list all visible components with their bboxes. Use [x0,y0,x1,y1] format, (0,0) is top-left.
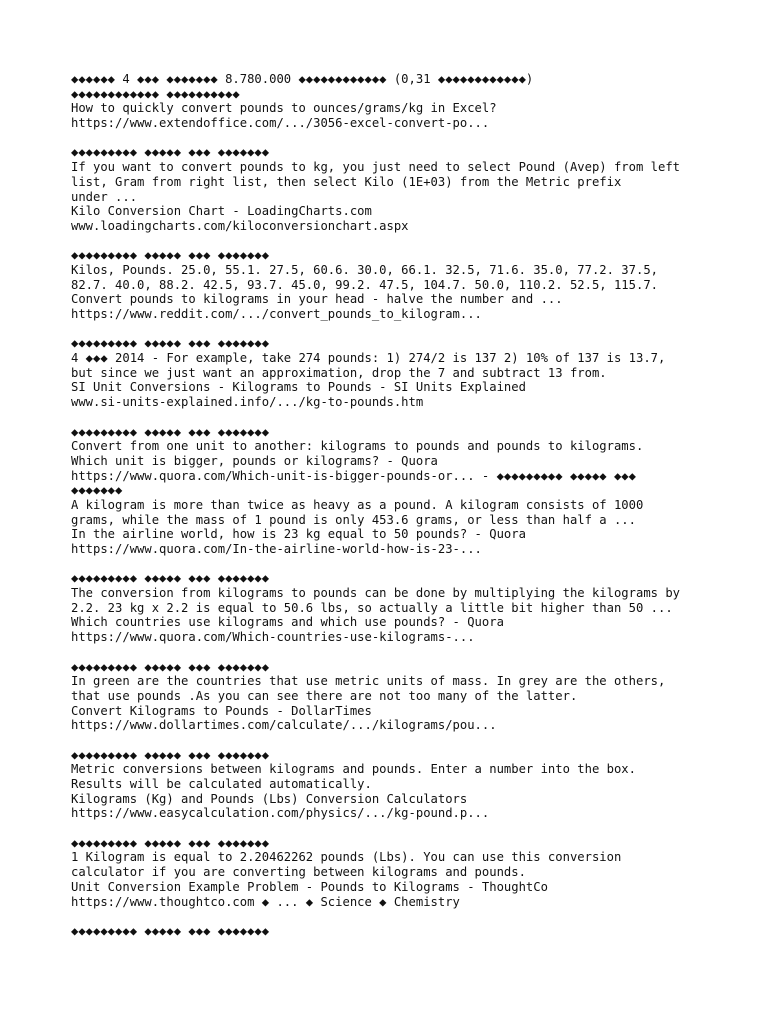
snippet-line: If you want to convert pounds to kg, you just need to select Pound (Avep) from left [71,160,681,175]
result-title: Kilo Conversion Chart - LoadingCharts.com [71,204,372,219]
blank-line [71,821,731,836]
snippet-line: Kilos, Pounds. 25.0, 55.1. 27.5, 60.6. 30.0, 66.1. 32.5, 71.6. 35.0, 77.2. 37.5, [71,262,658,277]
result-url: https://www.dollartimes.com/calculate/.../kilograms/pou... [71,718,497,733]
result-title: Which countries use kilograms and which use pounds? - Quora [71,615,504,630]
result-url: https://www.easycalculation.com/physics/.../kg-pound.p... [71,806,490,821]
section-marker: ◆◆◆◆◆◆◆◆◆ ◆◆◆◆◆ ◆◆◆ ◆◆◆◆◆◆◆ [71,923,270,938]
document-body [71,72,731,939]
snippet-line: Results will be calculated automatically. [71,777,372,791]
section-marker: ◆◆◆◆◆◆◆◆◆ ◆◆◆◆◆ ◆◆◆ ◆◆◆◆◆◆◆ [71,336,270,351]
section-marker: ◆◆◆◆◆◆◆◆◆ ◆◆◆◆◆ ◆◆◆ ◆◆◆◆◆◆◆ [71,835,270,850]
result-title: SI Unit Conversions - Kilograms to Pounds - SI Units Explained [71,380,526,395]
snippet-line: but since we just want an approximation, drop the 7 and subtract 13 from. [71,365,607,380]
snippet-line: The conversion from kilograms to pounds can be done by multiplying the kilograms by [71,586,681,601]
result-title: Which unit is bigger, pounds or kilograms? - Quora [71,453,438,468]
result-url: https://www.quora.com/Which-unit-is-bigger-pounds-or... - ◆◆◆◆◆◆◆◆◆ ◆◆◆◆◆ ◆◆◆ [71,468,636,483]
section-marker: ◆◆◆◆◆◆◆◆◆ ◆◆◆◆◆ ◆◆◆ ◆◆◆◆◆◆◆ [71,248,270,263]
blank-line [71,733,731,748]
result-title: Convert Kilograms to Pounds - DollarTimes [71,703,372,718]
snippet-line: 1 Kilogram is equal to 2.20462262 pounds (Lbs). You can use this conversion [71,850,622,865]
section-marker: ◆◆◆◆◆◆◆◆◆ ◆◆◆◆◆ ◆◆◆ ◆◆◆◆◆◆◆ [71,747,270,762]
blank-line [71,131,731,146]
section-marker: ◆◆◆◆◆◆◆◆◆ ◆◆◆◆◆ ◆◆◆ ◆◆◆◆◆◆◆ [71,571,270,586]
section-marker: ◆◆◆◆◆◆◆◆◆ ◆◆◆◆◆ ◆◆◆ ◆◆◆◆◆◆◆ [71,424,270,439]
result-url: www.loadingcharts.com/kiloconversionchart.aspx [71,218,409,233]
result-url: www.si-units-explained.info/.../kg-to-pounds.htm [71,395,424,410]
result-url: https://www.quora.com/In-the-airline-world-how-is-23-... [71,542,482,556]
blank-line [71,322,731,337]
snippet-line: Metric conversions between kilograms and pounds. Enter a number into the box. [71,762,636,777]
result-url: https://www.thoughtco.com ◆ ... ◆ Science ◆ Chemistry [71,894,460,909]
text-line: ◆◆◆◆◆◆ 4 ◆◆◆ ◆◆◆◆◆◆◆ 8.780.000 ◆◆◆◆◆◆◆◆◆◆◆◆ (0,31 ◆◆◆◆◆◆◆◆◆◆◆◆) [71,72,534,86]
snippet-line: 82.7. 40.0, 88.2. 42.5, 93.7. 45.0, 99.2. 47.5, 104.7. 50.0, 110.2. 52.5, 115.7. [71,277,658,292]
section-marker: ◆◆◆◆◆◆◆◆◆ ◆◆◆◆◆ ◆◆◆ ◆◆◆◆◆◆◆ [71,659,270,674]
blank-line [71,557,731,572]
result-url: https://www.extendoffice.com/.../3056-excel-convert-po... [71,116,490,131]
result-title: Kilograms (Kg) and Pounds (Lbs) Conversion Calculators [71,791,468,806]
snippet-line: grams, while the mass of 1 pound is only 453.6 grams, or less than half a ... [71,512,636,527]
snippet-line: 2.2. 23 kg x 2.2 is equal to 50.6 lbs, so actually a little bit higher than 50 ... [71,600,673,615]
result-url: https://www.reddit.com/.../convert_pounds_to_kilogram... [71,307,482,321]
result-title: How to quickly convert pounds to ounces/grams/kg in Excel? [71,101,497,116]
blank-line [71,909,731,924]
section-marker: ◆◆◆◆◆◆◆ [71,483,123,498]
result-title: In the airline world, how is 23 kg equal to 50 pounds? - Quora [71,527,526,542]
result-url: https://www.quora.com/Which-countries-use-kilograms-... [71,630,475,645]
section-marker: ◆◆◆◆◆◆◆◆◆ ◆◆◆◆◆ ◆◆◆ ◆◆◆◆◆◆◆ [71,145,270,160]
snippet-line: In green are the countries that use metric units of mass. In grey are the others, [71,674,666,689]
blank-line [71,234,731,249]
snippet-line: A kilogram is more than twice as heavy as a pound. A kilogram consists of 1000 [71,497,644,512]
snippet-line: that use pounds .As you can see there are not too many of the latter. [71,688,578,703]
snippet-line: calculator if you are converting between kilograms and pounds. [71,865,526,880]
snippet-line: 4 ◆◆◆ 2014 - For example, take 274 pounds: 1) 274/2 is 137 2) 10% of 137 is 13.7, [71,351,666,366]
blank-line [71,645,731,660]
blank-line [71,410,731,425]
snippet-line: under ... [71,189,138,204]
result-title: Convert pounds to kilograms in your head - halve the number and ... [71,292,563,307]
text-line: ◆◆◆◆◆◆◆◆◆◆◆◆ ◆◆◆◆◆◆◆◆◆◆ [71,86,240,101]
snippet-line: list, Gram from right list, then select Kilo (1E+03) from the Metric prefix [71,174,622,189]
snippet-line: Convert from one unit to another: kilograms to pounds and pounds to kilograms. [71,439,644,454]
result-title: Unit Conversion Example Problem - Pounds to Kilograms - ThoughtCo [71,879,548,894]
